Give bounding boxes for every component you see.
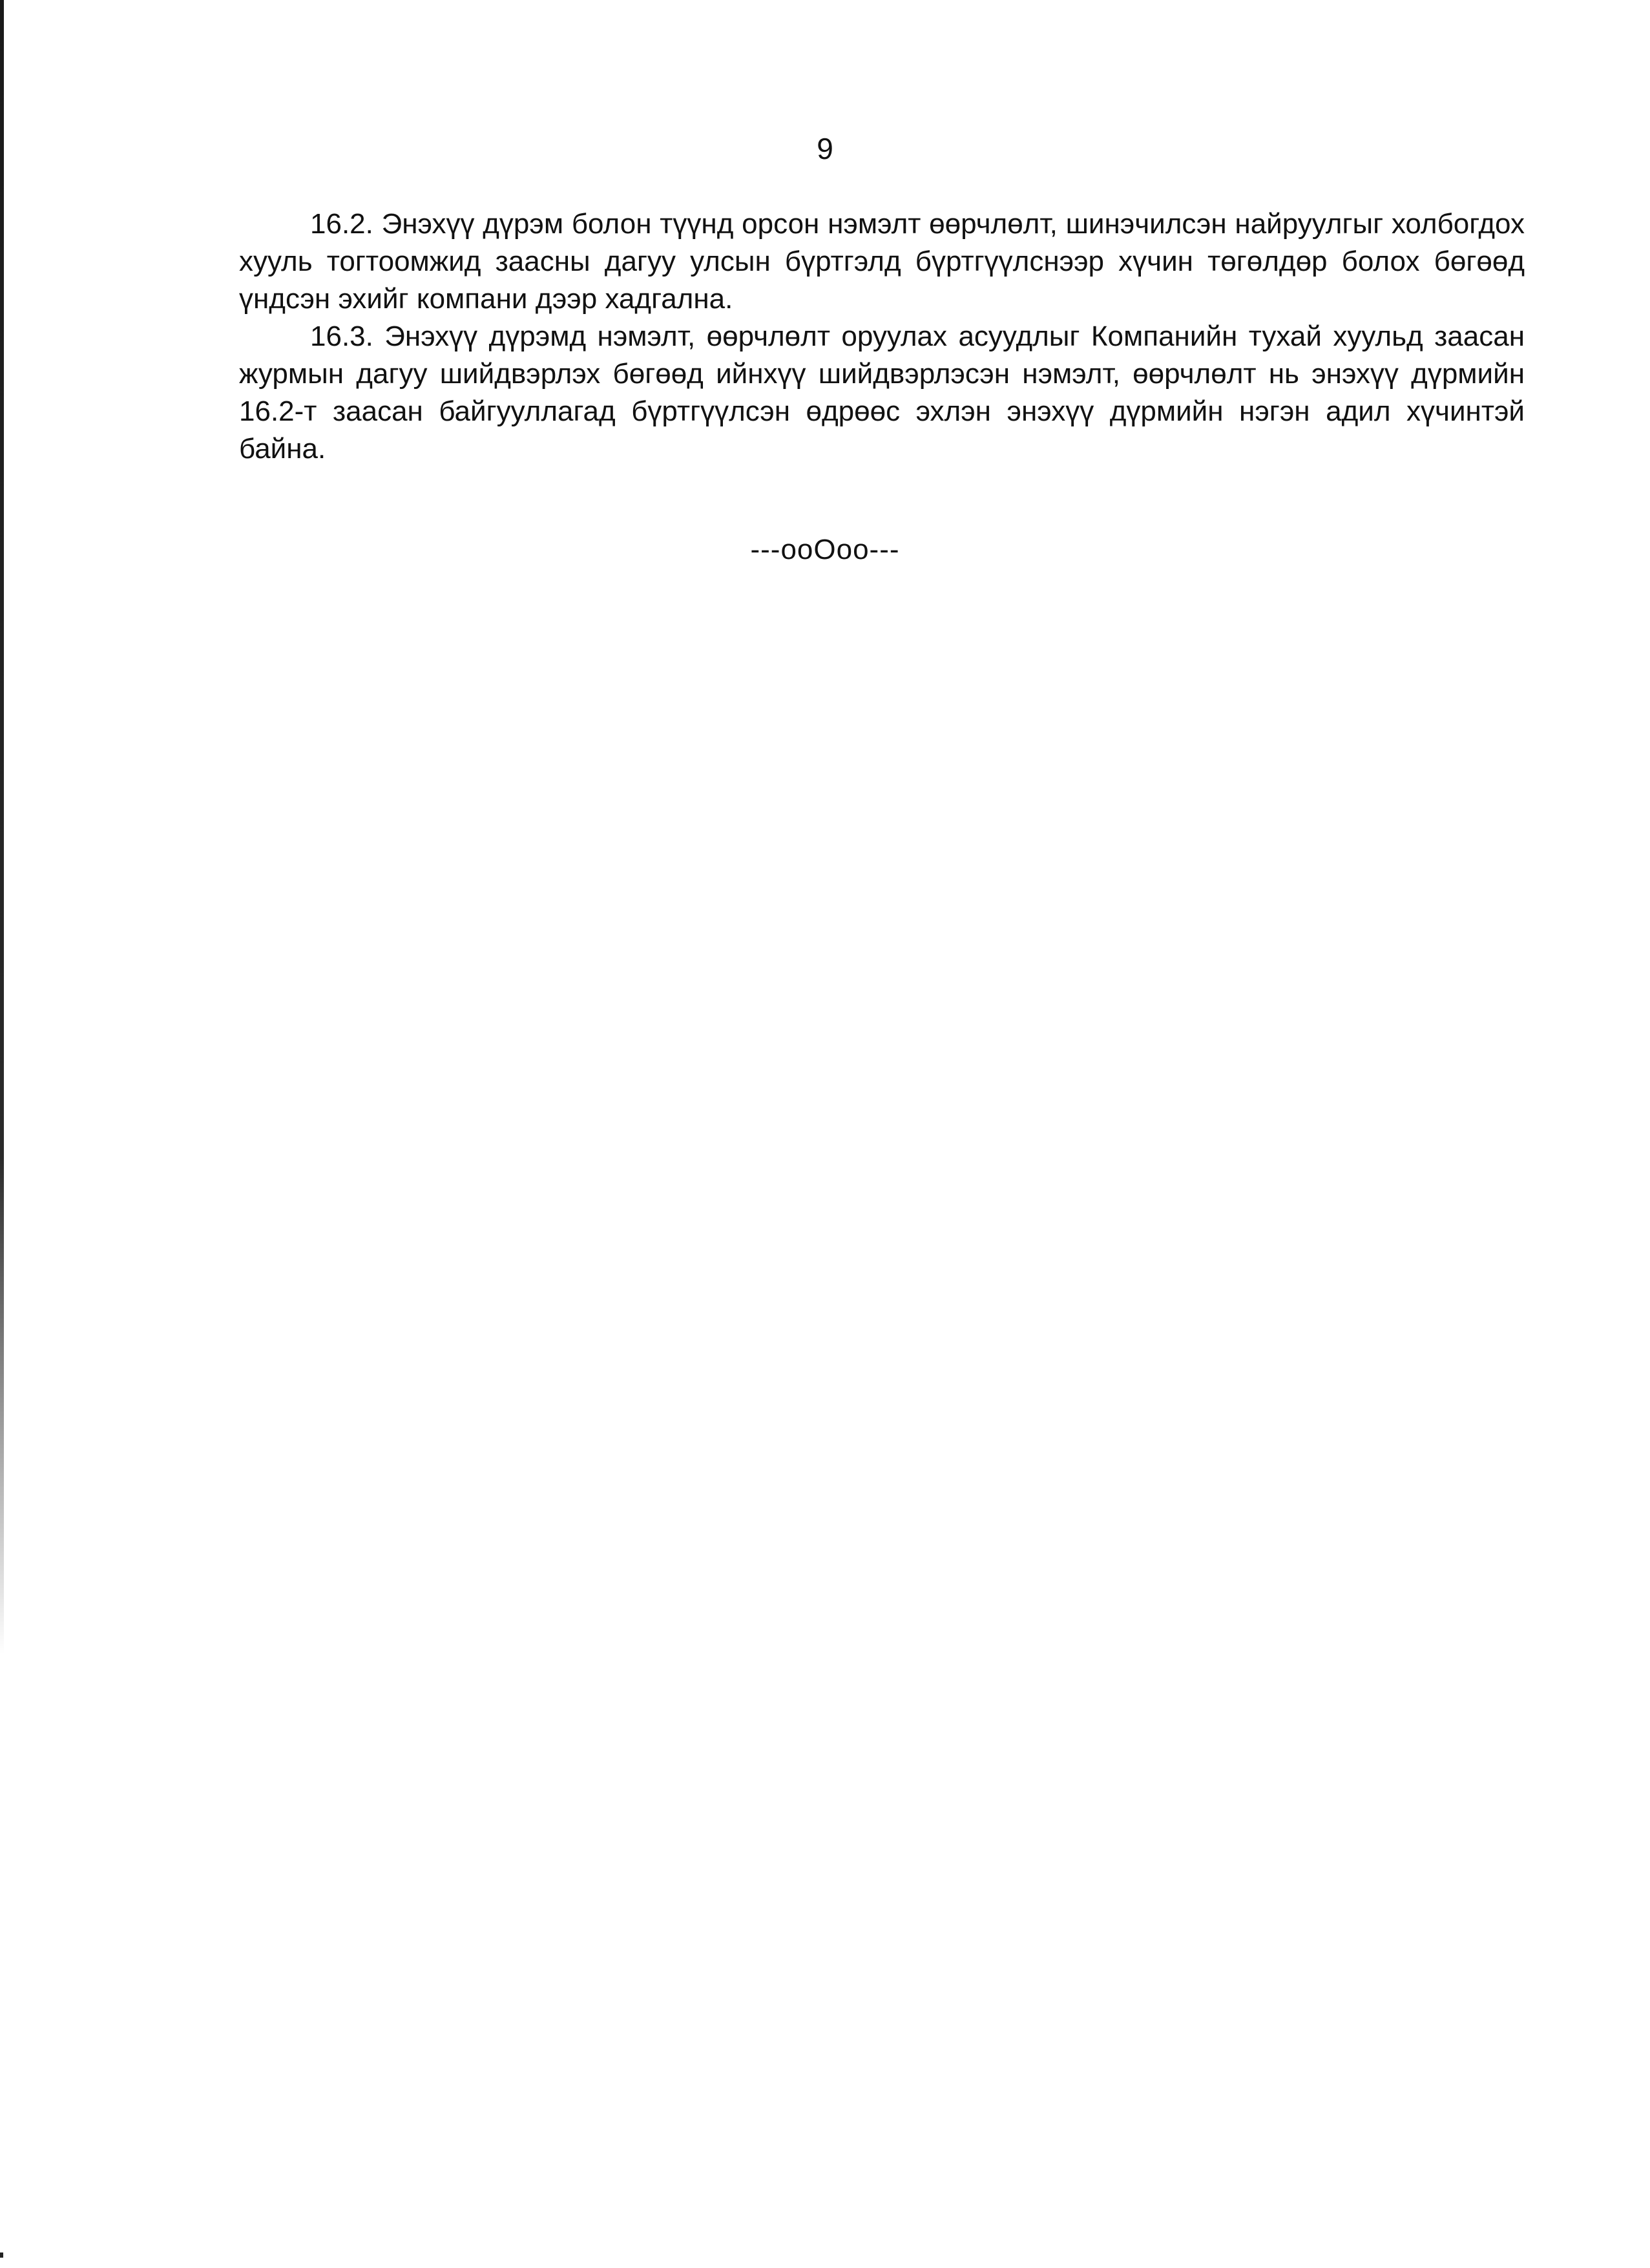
scan-edge-shadow [0, 0, 4, 1654]
end-ornament: ---ooOoo--- [750, 534, 900, 565]
page-number: 9 [817, 132, 833, 165]
scan-artifact [0, 2252, 3, 2258]
paragraph-16-2: 16.2. Энэхүү дүрэм болон түүнд орсон нэмэлт өөрчлөлт, шинэчилсэн найруулгыг холбогдох хууль тогтоомжид заасны дагуу улсын бүртгэлд бүртгүүлснээр хүчин төгөлдөр болох бөгөөд үндсэн эхийг компани дээр хадгална. [239, 208, 1525, 315]
paragraph-16-3: 16.3. Энэхүү дүрэмд нэмэлт, өөрчлөлт оруулах асуудлыг Компанийн тухай хуульд заасан журмын дагуу шийдвэрлэх бөгөөд ийнхүү шийдвэрлэсэн нэмэлт, өөрчлөлт нь энэхүү дүрмийн 16.2-т заасан байгууллагад бүртгүүлсэн өдрөөс эхлэн энэхүү дүрмийн нэгэн адил хүчинтэй байна. [239, 320, 1525, 465]
document-body [239, 205, 1525, 468]
